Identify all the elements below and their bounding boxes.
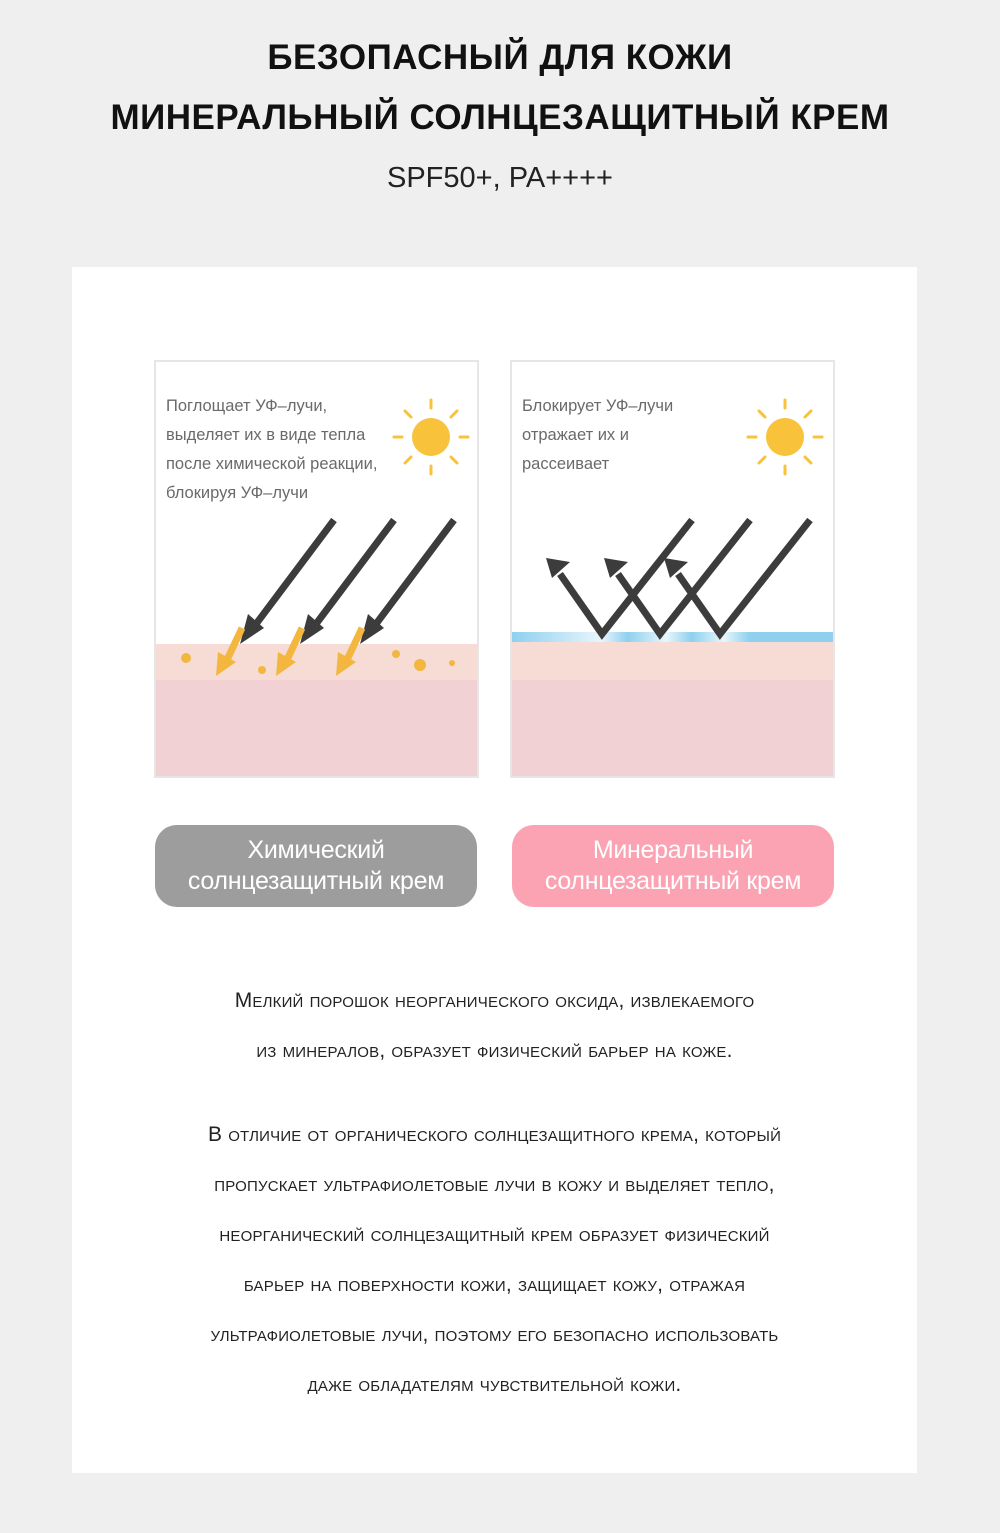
- mineral-sunscreen-illustration: [510, 360, 835, 778]
- content-card: [72, 267, 917, 1473]
- paragraph-line: ультрафиолетовые лучи, поэтому его безопасно использовать: [210, 1323, 779, 1346]
- page-title-line1: БЕЗОПАСНЫЙ ДЛЯ КОЖИ: [267, 38, 733, 77]
- paragraph-line: барьер на поверхности кожи, защищает кожу, отражая: [243, 1273, 746, 1296]
- chemical-label-text: Химический солнцезащитный крем: [187, 836, 445, 895]
- page-title-line2: МИНЕРАЛЬНЫЙ СОЛНЦЕЗАЩИТНЫЙ КРЕМ: [110, 98, 890, 137]
- skin-bottom-layer: [156, 680, 477, 776]
- paragraph-line: пропускает ультрафиолетовые лучи в кожу и выделяет тепло,: [214, 1173, 775, 1196]
- mineral-description-paragraph: [72, 976, 917, 1076]
- sun-icon: [748, 400, 822, 474]
- chemical-sunscreen-illustration: [154, 360, 479, 778]
- paragraph-line: Мелкий порошок неорганического оксида, извлекаемого: [234, 989, 755, 1012]
- chemical-description: Поглощает УФ–лучи, выделяет их в виде тепла после химической реакции, блокируя УФ–лучи: [166, 397, 378, 502]
- skin-top-layer: [156, 644, 477, 680]
- page-subtitle: SPF50+, PA++++: [387, 162, 613, 194]
- paragraph-line: из минералов, образует физический барьер на коже.: [256, 1039, 733, 1062]
- mineral-sunscreen-label: [512, 825, 834, 907]
- comparison-paragraph: [72, 1110, 917, 1410]
- paragraph-line: В отличие от органического солнцезащитного крема, который: [207, 1123, 782, 1146]
- paragraph-line: неорганический солнцезащитный крем образует физический: [219, 1223, 770, 1246]
- mineral-description: Блокирует УФ–лучи отражает их и рассеивает: [522, 397, 674, 473]
- mineral-barrier-layer: [512, 632, 833, 642]
- paragraph-line: даже обладателям чувствительной кожи.: [307, 1373, 682, 1396]
- sun-icon: [394, 400, 468, 474]
- chemical-sunscreen-label: [155, 825, 477, 907]
- mineral-label-text: Минеральный солнцезащитный крем: [544, 836, 802, 895]
- skin-bottom-layer: [512, 680, 833, 776]
- reflected-uv-arrows: [560, 520, 810, 634]
- skin-top-layer: [512, 642, 833, 680]
